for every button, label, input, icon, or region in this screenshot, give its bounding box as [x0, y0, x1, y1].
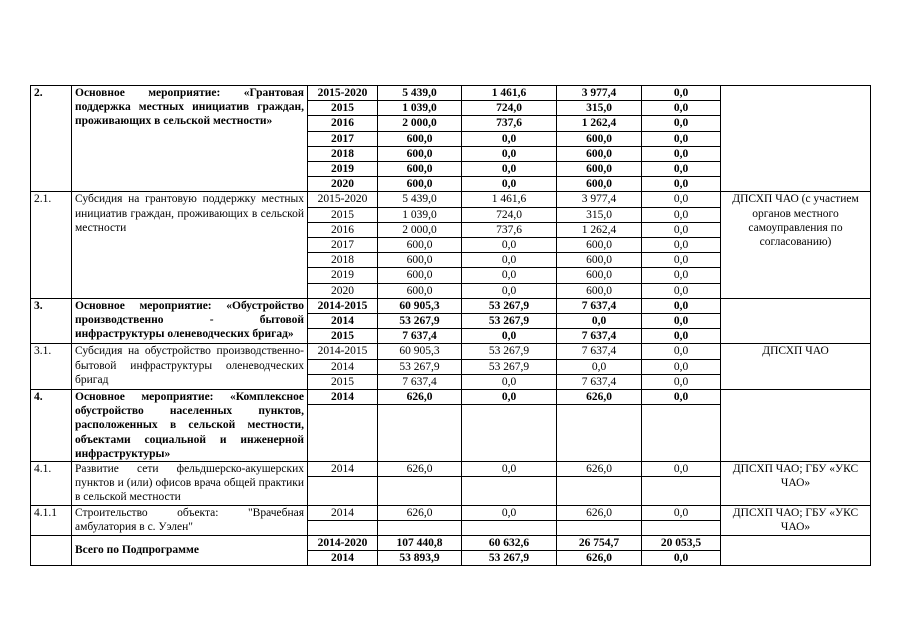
row-description: Основное мероприятие: «Комплексное обустройство населенных пунктов, расположенных в сельской местности, объектами социальной и инженерной инфраструктуры»	[72, 390, 308, 462]
period-cell: 2015	[308, 374, 378, 389]
empty-cell	[462, 477, 557, 505]
amount-cell: 600,0	[557, 253, 642, 268]
row-index: 4.1.1	[31, 505, 72, 535]
period-cell: 2018	[308, 253, 378, 268]
period-cell: 2019	[308, 162, 378, 177]
amount-cell: 0,0	[642, 268, 721, 283]
amount-cell: 0,0	[462, 177, 557, 192]
responsible-executor: ДПСХП ЧАО; ГБУ «УКС ЧАО»	[721, 505, 871, 535]
table-row	[31, 505, 871, 520]
amount-cell: 626,0	[378, 390, 462, 405]
amount-cell: 600,0	[378, 238, 462, 253]
amount-cell: 0,0	[462, 162, 557, 177]
amount-cell: 0,0	[462, 253, 557, 268]
empty-cell	[642, 405, 721, 462]
amount-cell: 1 461,6	[462, 86, 557, 101]
amount-cell: 626,0	[557, 390, 642, 405]
amount-cell: 315,0	[557, 207, 642, 222]
amount-cell: 724,0	[462, 207, 557, 222]
row-index: 2.	[31, 86, 72, 192]
row-description: Строительство объекта: "Врачебная амбулатория в с. Уэлен"	[72, 505, 308, 535]
amount-cell: 0,0	[557, 359, 642, 374]
amount-cell: 0,0	[642, 298, 721, 313]
empty-cell	[557, 520, 642, 535]
amount-cell: 7 637,4	[557, 374, 642, 389]
table-row	[31, 462, 871, 477]
period-cell: 2016	[308, 116, 378, 131]
responsible-executor: ДПСХП ЧАО (с участием органов местного самоуправления по согласованию)	[721, 192, 871, 298]
period-cell: 2014	[308, 551, 378, 566]
total-index	[31, 535, 72, 565]
period-cell: 2016	[308, 222, 378, 237]
amount-cell: 0,0	[642, 329, 721, 344]
amount-cell: 315,0	[557, 101, 642, 116]
amount-cell: 0,0	[642, 222, 721, 237]
amount-cell: 737,6	[462, 222, 557, 237]
amount-cell: 53 267,9	[378, 359, 462, 374]
row-index: 4.1.	[31, 462, 72, 506]
amount-cell: 600,0	[557, 162, 642, 177]
amount-cell: 53 893,9	[378, 551, 462, 566]
amount-cell: 0,0	[462, 462, 557, 477]
row-description: Развитие сети фельдшерско-акушерских пунктов и (или) офисов врача общей практики в сельской местности	[72, 462, 308, 506]
amount-cell: 600,0	[378, 131, 462, 146]
total-responsible	[721, 535, 871, 565]
amount-cell: 60 905,3	[378, 344, 462, 359]
amount-cell: 600,0	[378, 146, 462, 161]
amount-cell: 600,0	[557, 146, 642, 161]
amount-cell: 0,0	[462, 131, 557, 146]
amount-cell: 53 267,9	[462, 551, 557, 566]
row-description: Субсидия на обустройство производственно-бытовой инфраструктуры оленеводческих бригад	[72, 344, 308, 390]
row-description: Субсидия на грантовую поддержку местных инициатив граждан, проживающих в сельской местности	[72, 192, 308, 298]
amount-cell: 626,0	[378, 505, 462, 520]
empty-cell	[642, 520, 721, 535]
period-cell: 2018	[308, 146, 378, 161]
period-cell: 2014	[308, 462, 378, 477]
amount-cell: 600,0	[378, 177, 462, 192]
amount-cell: 0,0	[642, 192, 721, 207]
amount-cell: 26 754,7	[557, 535, 642, 550]
empty-cell	[557, 405, 642, 462]
amount-cell: 2 000,0	[378, 222, 462, 237]
amount-cell: 626,0	[557, 462, 642, 477]
period-cell: 2017	[308, 131, 378, 146]
amount-cell: 600,0	[557, 283, 642, 298]
total-label: Всего по Подпрограмме	[72, 535, 308, 565]
amount-cell: 0,0	[642, 344, 721, 359]
row-description: Основное мероприятие: «Обустройство производственно - бытовой инфраструктуры оленеводческих бригад»	[72, 298, 308, 344]
table-row	[31, 298, 871, 313]
amount-cell: 7 637,4	[557, 298, 642, 313]
amount-cell: 0,0	[642, 462, 721, 477]
amount-cell: 107 440,8	[378, 535, 462, 550]
amount-cell: 7 637,4	[378, 329, 462, 344]
amount-cell: 0,0	[462, 374, 557, 389]
amount-cell: 0,0	[462, 146, 557, 161]
empty-cell	[557, 477, 642, 505]
amount-cell: 53 267,9	[462, 314, 557, 329]
amount-cell: 600,0	[557, 177, 642, 192]
amount-cell: 600,0	[557, 238, 642, 253]
amount-cell: 60 632,6	[462, 535, 557, 550]
amount-cell: 7 637,4	[378, 374, 462, 389]
amount-cell: 0,0	[462, 390, 557, 405]
amount-cell: 53 267,9	[462, 344, 557, 359]
amount-cell: 53 267,9	[462, 298, 557, 313]
row-index: 3.	[31, 298, 72, 344]
period-cell: 2014-2020	[308, 535, 378, 550]
amount-cell: 5 439,0	[378, 192, 462, 207]
responsible-executor	[721, 298, 871, 344]
amount-cell: 53 267,9	[462, 359, 557, 374]
amount-cell: 0,0	[642, 283, 721, 298]
period-cell: 2014-2015	[308, 298, 378, 313]
period-cell: 2014	[308, 314, 378, 329]
amount-cell: 0,0	[642, 207, 721, 222]
amount-cell: 0,0	[642, 116, 721, 131]
empty-cell	[378, 477, 462, 505]
period-cell: 2020	[308, 177, 378, 192]
period-cell: 2015	[308, 101, 378, 116]
amount-cell: 0,0	[642, 505, 721, 520]
amount-cell: 0,0	[642, 86, 721, 101]
amount-cell: 1 039,0	[378, 101, 462, 116]
amount-cell: 600,0	[378, 253, 462, 268]
responsible-executor: ДПСХП ЧАО; ГБУ «УКС ЧАО»	[721, 462, 871, 506]
period-cell: 2014-2015	[308, 344, 378, 359]
amount-cell: 0,0	[462, 505, 557, 520]
empty-cell	[642, 477, 721, 505]
amount-cell: 7 637,4	[557, 344, 642, 359]
amount-cell: 60 905,3	[378, 298, 462, 313]
amount-cell: 600,0	[378, 162, 462, 177]
amount-cell: 1 262,4	[557, 116, 642, 131]
amount-cell: 20 053,5	[642, 535, 721, 550]
responsible-executor	[721, 390, 871, 462]
period-cell: 2014	[308, 505, 378, 520]
amount-cell: 0,0	[462, 283, 557, 298]
empty-cell	[308, 405, 378, 462]
amount-cell: 1 039,0	[378, 207, 462, 222]
amount-cell: 0,0	[642, 253, 721, 268]
empty-cell	[308, 520, 378, 535]
row-description: Основное мероприятие: «Грантовая поддержка местных инициатив граждан, проживающих в сельской местности»	[72, 86, 308, 192]
amount-cell: 600,0	[378, 283, 462, 298]
table-row	[31, 86, 871, 101]
amount-cell: 0,0	[642, 101, 721, 116]
empty-cell	[462, 405, 557, 462]
empty-cell	[462, 520, 557, 535]
period-cell: 2015	[308, 207, 378, 222]
total-row	[31, 535, 871, 550]
amount-cell: 0,0	[642, 314, 721, 329]
amount-cell: 626,0	[557, 551, 642, 566]
amount-cell: 0,0	[642, 131, 721, 146]
amount-cell: 3 977,4	[557, 192, 642, 207]
row-index: 4.	[31, 390, 72, 462]
period-cell: 2015-2020	[308, 86, 378, 101]
period-cell: 2015-2020	[308, 192, 378, 207]
row-index: 3.1.	[31, 344, 72, 390]
amount-cell: 600,0	[557, 131, 642, 146]
empty-cell	[308, 477, 378, 505]
amount-cell: 3 977,4	[557, 86, 642, 101]
amount-cell: 0,0	[642, 162, 721, 177]
amount-cell: 2 000,0	[378, 116, 462, 131]
amount-cell: 626,0	[378, 462, 462, 477]
table-row	[31, 344, 871, 359]
subprogram-table	[30, 85, 871, 566]
responsible-executor: ДПСХП ЧАО	[721, 344, 871, 390]
row-index: 2.1.	[31, 192, 72, 298]
table-row	[31, 192, 871, 207]
amount-cell: 0,0	[462, 238, 557, 253]
amount-cell: 7 637,4	[557, 329, 642, 344]
period-cell: 2014	[308, 359, 378, 374]
amount-cell: 0,0	[642, 551, 721, 566]
amount-cell: 724,0	[462, 101, 557, 116]
table-row	[31, 390, 871, 405]
amount-cell: 0,0	[642, 374, 721, 389]
amount-cell: 600,0	[378, 268, 462, 283]
amount-cell: 737,6	[462, 116, 557, 131]
amount-cell: 53 267,9	[378, 314, 462, 329]
amount-cell: 600,0	[557, 268, 642, 283]
empty-cell	[378, 405, 462, 462]
empty-cell	[378, 520, 462, 535]
amount-cell: 0,0	[642, 359, 721, 374]
amount-cell: 1 262,4	[557, 222, 642, 237]
amount-cell: 0,0	[462, 329, 557, 344]
period-cell: 2020	[308, 283, 378, 298]
period-cell: 2017	[308, 238, 378, 253]
amount-cell: 0,0	[642, 146, 721, 161]
amount-cell: 5 439,0	[378, 86, 462, 101]
period-cell: 2014	[308, 390, 378, 405]
amount-cell: 0,0	[642, 390, 721, 405]
amount-cell: 0,0	[462, 268, 557, 283]
responsible-executor	[721, 86, 871, 192]
amount-cell: 0,0	[642, 177, 721, 192]
period-cell: 2015	[308, 329, 378, 344]
amount-cell: 0,0	[642, 238, 721, 253]
period-cell: 2019	[308, 268, 378, 283]
amount-cell: 1 461,6	[462, 192, 557, 207]
amount-cell: 0,0	[557, 314, 642, 329]
amount-cell: 626,0	[557, 505, 642, 520]
